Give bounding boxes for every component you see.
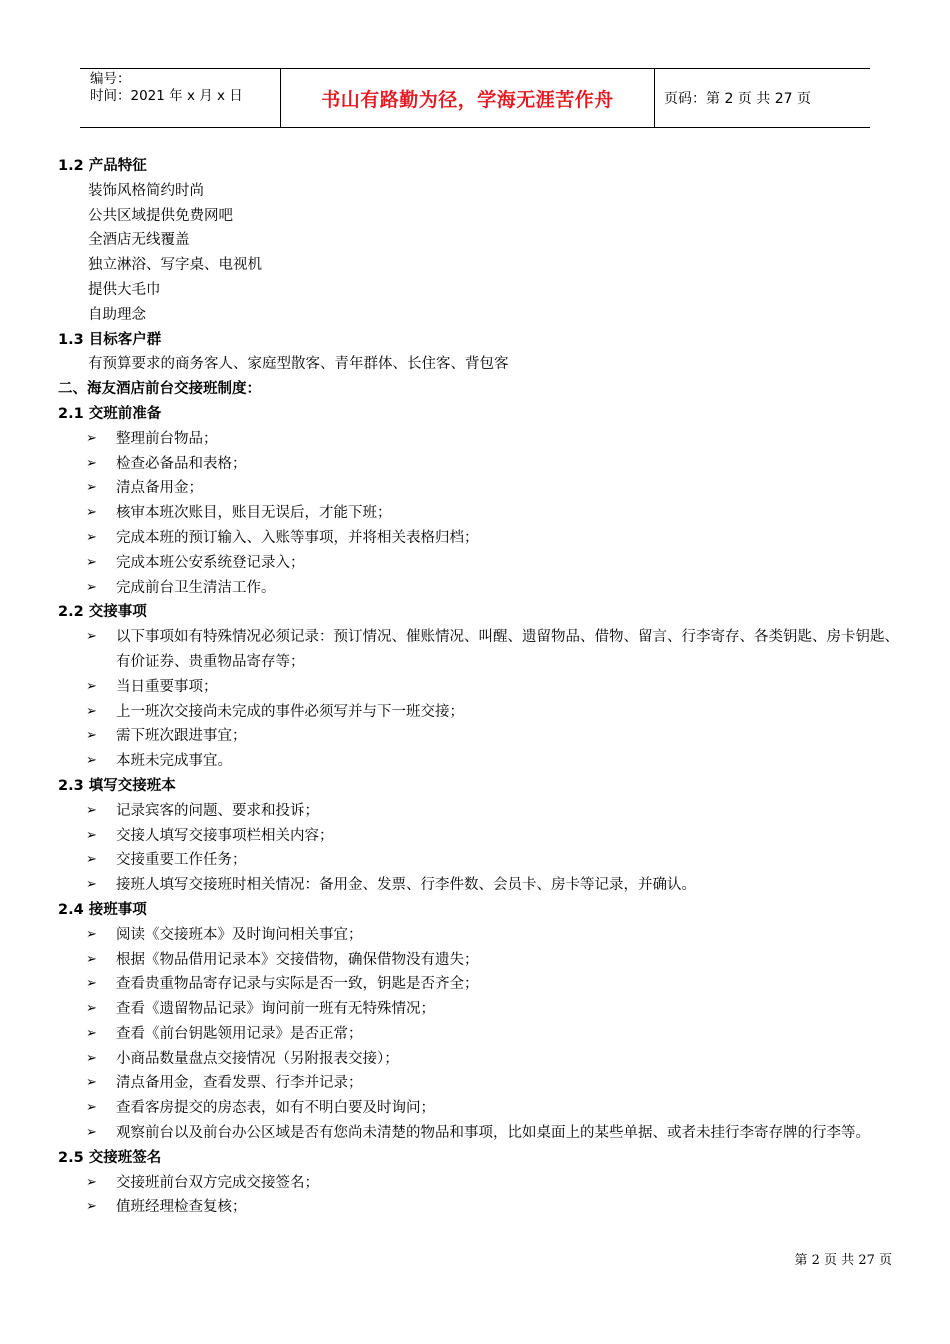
section-item: 独立淋浴、写字桌、电视机 — [88, 257, 262, 274]
bullet-item — [58, 576, 903, 601]
arrow-bullet-icon: ➢ — [86, 579, 97, 595]
bullet-text: 值班经理检查复核； — [116, 1199, 247, 1216]
bullet-text: 以下事项如有特殊情况必须记录：预订情况、催账情况、叫醒、遗留物品、借物、留言、行李寄存、各类钥匙、房卡钥匙、有价证券、贵重物品寄存等； — [116, 629, 899, 670]
bullet-item — [58, 749, 903, 774]
section-item: 有预算要求的商务客人、家庭型散客、青年群体、长住客、背包客 — [88, 356, 509, 373]
bullet-item — [58, 1047, 903, 1072]
arrow-bullet-icon: ➢ — [86, 1075, 97, 1091]
bullet-item — [58, 824, 903, 849]
arrow-bullet-icon: ➢ — [86, 728, 97, 744]
bullet-text: 清点备用金，查看发票、行李并记录； — [116, 1075, 363, 1092]
arrow-bullet-icon: ➢ — [86, 554, 97, 570]
bullet-text: 交接人填写交接事项栏相关内容； — [116, 827, 334, 844]
section-item: 公共区域提供免费网吧 — [88, 207, 233, 224]
arrow-bullet-icon: ➢ — [86, 926, 97, 942]
bullet-item — [58, 948, 903, 973]
section-item: 自助理念 — [88, 306, 146, 323]
bullet-item — [58, 1071, 903, 1096]
arrow-bullet-icon: ➢ — [86, 951, 97, 967]
arrow-bullet-icon: ➢ — [86, 430, 97, 446]
footer-page-number: 第 2 页 共 27 页 — [794, 1253, 892, 1268]
section-heading: 1.2 产品特征 — [58, 158, 147, 174]
section-heading: 2.5 交接班签名 — [58, 1149, 162, 1166]
bullet-text: 小商品数量盘点交接情况（另附报表交接）； — [116, 1050, 399, 1067]
bullet-text: 交接重要工作任务； — [116, 852, 247, 869]
bullet-text: 需下班次跟进事宜； — [116, 728, 247, 745]
bullet-item — [58, 1171, 903, 1196]
bullet-item — [58, 923, 903, 948]
bullet-text: 接班人填写交接班时相关情况：备用金、发票、行李件数、会员卡、房卡等记录，并确认。 — [116, 877, 696, 894]
bullet-text: 完成本班的预订输入、入账等事项，并将相关表格归档； — [116, 529, 479, 546]
bullet-item — [58, 551, 903, 576]
bullet-item — [58, 997, 903, 1022]
bullet-text: 记录宾客的问题、要求和投诉； — [116, 802, 319, 819]
bullet-text: 查看客房提交的房态表，如有不明白要及时询问； — [116, 1100, 435, 1117]
bullet-item — [58, 427, 903, 452]
bullet-item — [58, 724, 903, 749]
number-label: 编号： — [90, 71, 131, 87]
arrow-bullet-icon: ➢ — [86, 455, 97, 471]
bullet-item — [58, 1096, 903, 1121]
arrow-bullet-icon: ➢ — [86, 1174, 97, 1190]
bullet-text: 当日重要事项； — [116, 678, 218, 695]
section-heading: 二、海友酒店前台交接班制度： — [58, 381, 261, 398]
section-heading: 2.2 交接事项 — [58, 604, 147, 621]
arrow-bullet-icon: ➢ — [86, 1025, 97, 1041]
bullet-text: 清点备用金； — [116, 480, 203, 497]
arrow-bullet-icon: ➢ — [86, 827, 97, 843]
time-label: 时间：2021 年 x 月 x 日 — [90, 88, 243, 104]
arrow-bullet-icon: ➢ — [86, 1125, 97, 1141]
bullet-text: 交接班前台双方完成交接签名； — [116, 1174, 319, 1191]
arrow-bullet-icon: ➢ — [86, 505, 97, 521]
section-heading: 2.4 接班事项 — [58, 901, 147, 918]
arrow-bullet-icon: ➢ — [86, 629, 97, 645]
arrow-bullet-icon: ➢ — [86, 852, 97, 868]
header-motto: 书山有路勤为径，学海无涯苦作舟 — [281, 69, 655, 127]
section-item: 装饰风格简约时尚 — [88, 182, 204, 199]
bullet-item — [58, 452, 903, 477]
bullet-text: 根据《物品借用记录本》交接借物，确保借物没有遗失； — [116, 951, 479, 968]
bullet-item — [58, 1195, 903, 1220]
section-heading: 2.1 交班前准备 — [58, 405, 162, 422]
bullet-text: 查看《前台钥匙领用记录》是否正常； — [116, 1025, 363, 1042]
bullet-text: 完成前台卫生清洁工作。 — [116, 579, 276, 596]
bullet-item — [58, 476, 903, 501]
arrow-bullet-icon: ➢ — [86, 877, 97, 893]
arrow-bullet-icon: ➢ — [86, 1050, 97, 1066]
bullet-item — [58, 1121, 903, 1146]
bullet-item — [58, 501, 903, 526]
section-heading: 2.3 填写交接班本 — [58, 777, 176, 794]
arrow-bullet-icon: ➢ — [86, 802, 97, 818]
page-header — [80, 68, 870, 128]
header-page-label: 页码：第 2 页 共 27 页 — [664, 91, 811, 107]
bullet-text: 查看贵重物品寄存记录与实际是否一致，钥匙是否齐全； — [116, 976, 479, 993]
bullet-text: 核审本班次账目，账目无误后，才能下班； — [116, 505, 392, 522]
bullet-text: 观察前台以及前台办公区域是否有您尚未清楚的物品和事项，比如桌面上的某些单据、或者未挂行李寄存牌的行李等。 — [116, 1125, 870, 1142]
bullet-text: 上一班次交接尚未完成的事件必须写并与下一班交接； — [116, 703, 464, 720]
bullet-text: 整理前台物品； — [116, 430, 218, 447]
bullet-item — [58, 1022, 903, 1047]
section-item: 提供大毛巾 — [88, 281, 161, 298]
bullet-item — [58, 526, 903, 551]
arrow-bullet-icon: ➢ — [86, 480, 97, 496]
arrow-bullet-icon: ➢ — [86, 678, 97, 694]
bullet-item — [58, 799, 903, 824]
bullet-item — [58, 675, 903, 700]
arrow-bullet-icon: ➢ — [86, 1199, 97, 1215]
header-meta-cell — [80, 69, 281, 127]
bullet-item — [58, 972, 903, 997]
bullet-text: 阅读《交接班本》及时询问相关事宜； — [116, 926, 363, 943]
bullet-item — [58, 848, 903, 873]
bullet-item — [58, 873, 903, 898]
bullet-text: 检查必备品和表格； — [116, 455, 247, 472]
document-body — [58, 154, 903, 1220]
arrow-bullet-icon: ➢ — [86, 703, 97, 719]
section-heading: 1.3 目标客户群 — [58, 331, 162, 348]
section-item: 全酒店无线覆盖 — [88, 232, 190, 249]
bullet-text: 本班未完成事宜。 — [116, 753, 232, 770]
arrow-bullet-icon: ➢ — [86, 976, 97, 992]
bullet-item — [58, 700, 903, 725]
bullet-item — [58, 625, 903, 675]
arrow-bullet-icon: ➢ — [86, 1001, 97, 1017]
arrow-bullet-icon: ➢ — [86, 529, 97, 545]
bullet-text: 完成本班公安系统登记录入； — [116, 554, 305, 571]
arrow-bullet-icon: ➢ — [86, 753, 97, 769]
bullet-text: 查看《遗留物品记录》询问前一班有无特殊情况； — [116, 1001, 435, 1018]
arrow-bullet-icon: ➢ — [86, 1100, 97, 1116]
